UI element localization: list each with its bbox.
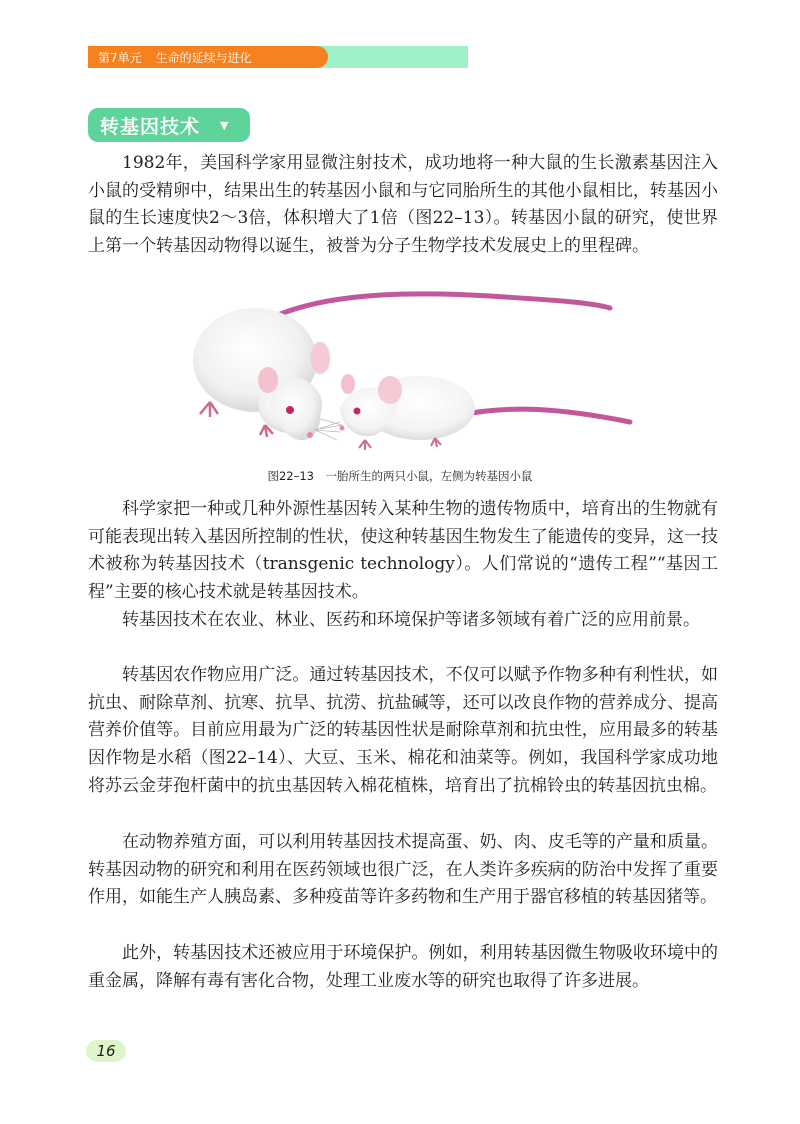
section-heading	[88, 108, 250, 142]
big-mouse-tail	[250, 294, 610, 330]
paragraph-4	[88, 662, 718, 801]
paragraph-1	[88, 150, 718, 261]
paragraph-5	[88, 829, 718, 912]
unit-label: 第7单元	[98, 51, 142, 65]
small-mouse-foot	[359, 440, 371, 450]
big-mouse-foot	[200, 402, 218, 417]
paragraph-2	[88, 496, 718, 607]
small-mouse-ear	[378, 376, 402, 404]
big-mouse-ear	[310, 342, 330, 374]
big-mouse-eye	[286, 406, 294, 414]
chapter-header-text	[98, 49, 252, 66]
chapter-header-bar	[88, 46, 468, 68]
page-number: 16	[96, 1042, 116, 1060]
paragraph-text: 在动物养殖方面，可以利用转基因技术提高蛋、奶、肉、皮毛等的产量和质量。转基因动物的研究和利用在医药领域也很广泛，在人类许多疾病的防治中发挥了重要作用，如能生产人胰岛素、多种疫苗等许多药物和生产用于器官移植的转基因猪等。	[88, 832, 718, 908]
paragraph-6	[88, 940, 718, 995]
page-number-badge	[86, 1040, 126, 1062]
unit-title: 生命的延续与进化	[155, 51, 252, 65]
paragraph-text: 科学家把一种或几种外源性基因转入某种生物的遗传物质中，培育出的生物就有可能表现出转入基因所控制的性状，使这种转基因生物发生了能遗传的变异，这一技术被称为转基因技术（transgenic technology）。人们常说的“遗传工程”“基因工程”主要的核心技术就是转基因技术。	[88, 499, 718, 603]
triangle-down-icon: ▼	[220, 118, 229, 132]
small-mouse-tail	[460, 409, 630, 422]
paragraph-text: 1982年，美国科学家用显微注射技术，成功地将一种大鼠的生长激素基因注入小鼠的受精卵中，结果出生的转基因小鼠和与它同胎所生的其他小鼠相比，转基因小鼠的生长速度快2～3倍，体积增大了1倍（图22–13）。转基因小鼠的研究，使世界上第一个转基因动物得以诞生，被誉为分子生物学技术发展史上的里程碑。	[88, 153, 718, 257]
paragraph-text: 转基因农作物应用广泛。通过转基因技术，不仅可以赋予作物多种有利性状，如抗虫、耐除草剂、抗寒、抗旱、抗涝、抗盐碱等，还可以改良作物的营养成分、提高营养价值等。目前应用最为广泛的转基因性状是耐除草剂和抗虫性，应用最多的转基因作物是水稻（图22–14）、大豆、玉米、棉花和油菜等。例如，我国科学家成功地将苏云金芽孢杆菌中的抗虫基因转入棉花植株，培育出了抗棉铃虫的转基因抗虫棉。	[88, 665, 718, 796]
section-title: 转基因技术	[100, 115, 201, 138]
figure-mice-image	[190, 290, 640, 455]
paragraph-3	[88, 607, 718, 635]
header-green-band	[318, 46, 468, 68]
paragraph-text: 此外，转基因技术还被应用于环境保护。例如，利用转基因微生物吸收环境中的重金属，降解有毒有害化合物，处理工业废水等的研究也取得了许多进展。	[88, 943, 718, 991]
small-mouse-eye	[354, 408, 361, 415]
figure-caption: 图22–13 一胎所生的两只小鼠，左侧为转基因小鼠	[267, 469, 533, 483]
paragraph-text: 转基因技术在农业、林业、医药和环境保护等诸多领域有着广泛的应用前景。	[122, 610, 700, 630]
